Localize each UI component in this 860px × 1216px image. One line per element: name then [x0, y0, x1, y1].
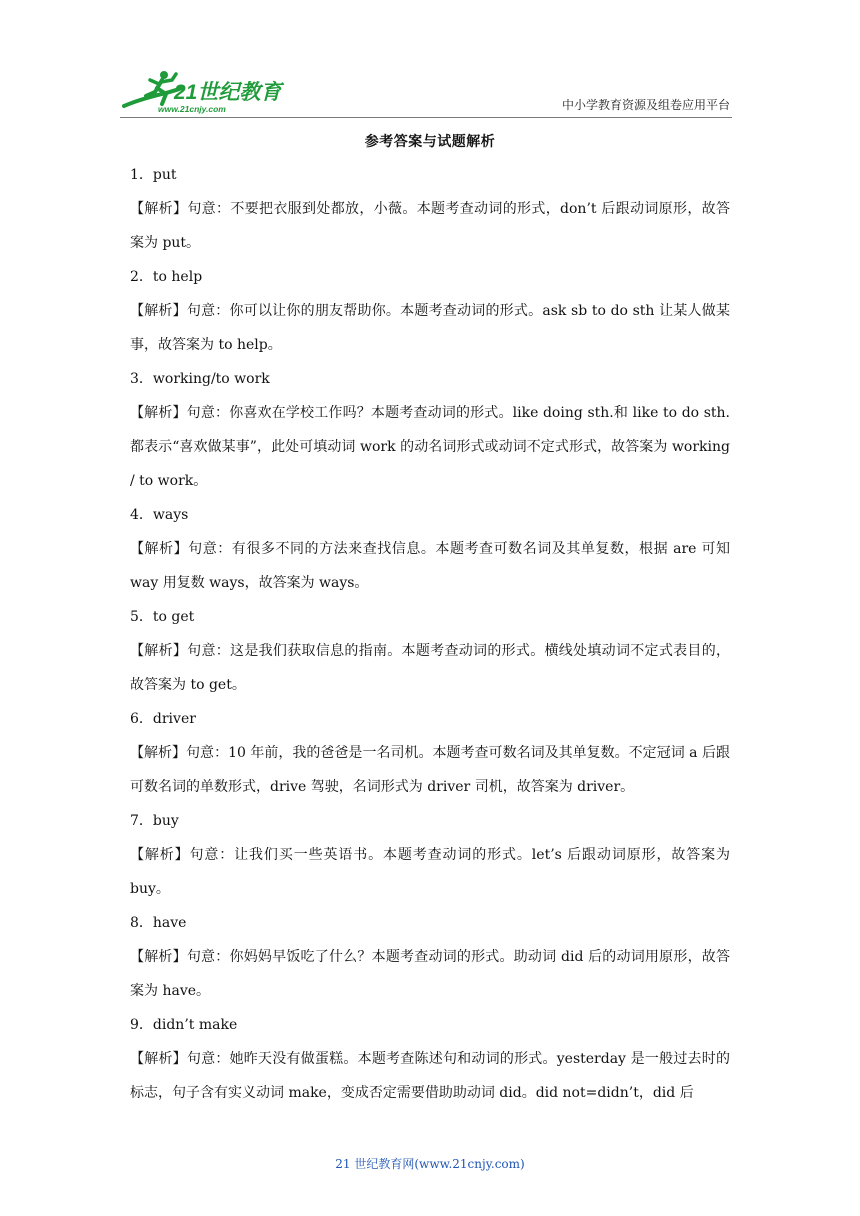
analysis-text: 【解析】句意：你喜欢在学校工作吗？本题考查动词的形式。like doing sth.和 like to do sth.都表示“喜欢做某事”，此处可填动词 work 的动名词形式或动词不定式形式，故答案为 working / to work。 — [130, 405, 730, 489]
analysis-text: 【解析】句意：10 年前，我的爸爸是一名司机。本题考查可数名词及其单复数。不定冠词 a 后跟可数名词的单数形式，drive 驾驶，名词形式为 driver 司机，故答案为 driver。 — [130, 745, 730, 795]
answer-item — [130, 1008, 730, 1110]
logo — [122, 66, 312, 116]
page-header — [0, 0, 860, 120]
answer-item — [130, 158, 730, 260]
answer-item — [130, 362, 730, 498]
answer-item — [130, 804, 730, 906]
answer-item — [130, 498, 730, 600]
answer-line: 3．working/to work — [130, 371, 270, 387]
footer-link[interactable]: 21 世纪教育网(www.21cnjy.com) — [335, 1157, 525, 1171]
answer-line: 1．put — [130, 167, 177, 183]
answer-item — [130, 260, 730, 362]
logo-text: 21世纪教育 — [174, 81, 282, 104]
answer-item — [130, 702, 730, 804]
answer-item — [130, 906, 730, 1008]
analysis-text: 【解析】句意：你可以让你的朋友帮助你。本题考查动词的形式。ask sb to do sth 让某人做某事，故答案为 to help。 — [130, 303, 730, 353]
platform-tagline: 中小学教育资源及组卷应用平台 — [561, 98, 730, 112]
answer-line: 2．to help — [130, 269, 203, 285]
answer-line: 4．ways — [130, 507, 189, 523]
document-title: 参考答案与试题解析 — [364, 134, 496, 150]
analysis-text: 【解析】句意：有很多不同的方法来查找信息。本题考查可数名词及其单复数，根据 are 可知 way 用复数 ways，故答案为 ways。 — [130, 541, 730, 591]
answer-line: 7．buy — [130, 813, 179, 829]
answer-list — [130, 158, 730, 1110]
logo-url: www.21cnjy.com — [158, 104, 226, 114]
answer-line: 5．to get — [130, 609, 195, 625]
analysis-text: 【解析】句意：让我们买一些英语书。本题考查动词的形式。let’s 后跟动词原形，故答案为 buy。 — [130, 847, 730, 897]
answer-line: 6．driver — [130, 711, 196, 727]
runner-logo-icon — [122, 66, 312, 116]
analysis-text: 【解析】句意：她昨天没有做蛋糕。本题考查陈述句和动词的形式。yesterday 是一般过去时的标志，句子含有实义动词 make，变成否定需要借助助动词 did。did not=didn’t，did 后 — [130, 1051, 730, 1101]
analysis-text: 【解析】句意：不要把衣服到处都放，小薇。本题考查动词的形式，don’t 后跟动词原形，故答案为 put。 — [130, 201, 730, 251]
analysis-text: 【解析】句意：这是我们获取信息的指南。本题考查动词的形式。横线处填动词不定式表目的，故答案为 to get。 — [130, 643, 730, 693]
analysis-text: 【解析】句意：你妈妈早饭吃了什么？本题考查动词的形式。助动词 did 后的动词用原形，故答案为 have。 — [130, 949, 730, 999]
answer-line: 8．have — [130, 915, 187, 931]
answer-line: 9．didn’t make — [130, 1017, 238, 1033]
answer-item — [130, 600, 730, 702]
header-rule — [120, 117, 732, 118]
